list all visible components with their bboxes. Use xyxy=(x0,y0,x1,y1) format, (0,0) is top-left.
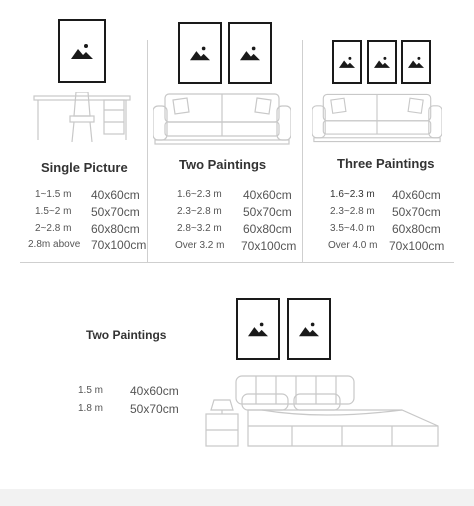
three-paintings-title: Three Paintings xyxy=(337,156,435,171)
divider-left xyxy=(147,40,148,262)
divider-bottom xyxy=(20,262,454,263)
bedroom-range-1: 1.5 m xyxy=(78,385,104,396)
picture-frame-icon xyxy=(401,40,431,84)
picture-frame-icon xyxy=(236,298,280,360)
picture-frame-icon xyxy=(367,40,397,84)
picture-frame-icon xyxy=(178,22,222,84)
single-range-4: 2.8m above xyxy=(28,239,81,250)
single-size-1: 40x60cm xyxy=(91,188,140,202)
landscape-picture-icon xyxy=(240,46,260,61)
two-range-2: 2.3~2.8 m xyxy=(177,206,222,217)
landscape-picture-icon xyxy=(71,43,93,59)
bedroom-two-paintings-title: Two Paintings xyxy=(86,328,167,342)
three-range-3: 3.5~4.0 m xyxy=(330,223,375,234)
footer-band xyxy=(0,489,474,506)
landscape-picture-icon xyxy=(374,56,390,68)
single-range-1: 1~1.5 m xyxy=(35,189,72,200)
three-range-4: Over 4.0 m xyxy=(328,240,378,251)
picture-frame-icon xyxy=(332,40,362,84)
single-size-2: 50x70cm xyxy=(91,205,140,219)
single-range-3: 2~2.8 m xyxy=(35,223,72,234)
three-size-3: 60x80cm xyxy=(392,222,441,236)
bedroom-size-1: 40x60cm xyxy=(130,384,179,398)
desk-chair-icon xyxy=(32,92,132,144)
three-size-4: 70x100cm xyxy=(389,239,445,253)
single-size-3: 60x80cm xyxy=(91,222,140,236)
three-size-2: 50x70cm xyxy=(392,205,441,219)
three-range-2: 2.3~2.8 m xyxy=(330,206,375,217)
single-range-2: 1.5~2 m xyxy=(35,206,72,217)
three-size-1: 40x60cm xyxy=(392,188,441,202)
two-paintings-title: Two Paintings xyxy=(179,157,267,172)
single-size-4: 70x100cm xyxy=(91,238,147,252)
picture-frame-icon xyxy=(58,19,106,83)
single-picture-title: Single Picture xyxy=(41,160,128,175)
landscape-picture-icon xyxy=(248,322,268,337)
bed-icon xyxy=(202,366,444,448)
landscape-picture-icon xyxy=(408,56,424,68)
picture-frame-icon xyxy=(287,298,331,360)
two-size-2: 50x70cm xyxy=(243,205,292,219)
picture-frame-icon xyxy=(228,22,272,84)
sofa-icon xyxy=(312,90,442,146)
two-size-1: 40x60cm xyxy=(243,188,292,202)
divider-right xyxy=(302,40,303,262)
bedroom-size-2: 50x70cm xyxy=(130,402,179,416)
two-range-3: 2.8~3.2 m xyxy=(177,223,222,234)
landscape-picture-icon xyxy=(190,46,210,61)
two-size-4: 70x100cm xyxy=(241,239,297,253)
landscape-picture-icon xyxy=(339,56,355,68)
sofa-icon xyxy=(153,90,291,148)
two-range-4: Over 3.2 m xyxy=(175,240,225,251)
two-range-1: 1.6~2.3 m xyxy=(177,189,222,200)
three-range-1: 1.6~2.3 m xyxy=(330,189,375,200)
two-size-3: 60x80cm xyxy=(243,222,292,236)
bedroom-range-2: 1.8 m xyxy=(78,403,104,414)
landscape-picture-icon xyxy=(299,322,319,337)
